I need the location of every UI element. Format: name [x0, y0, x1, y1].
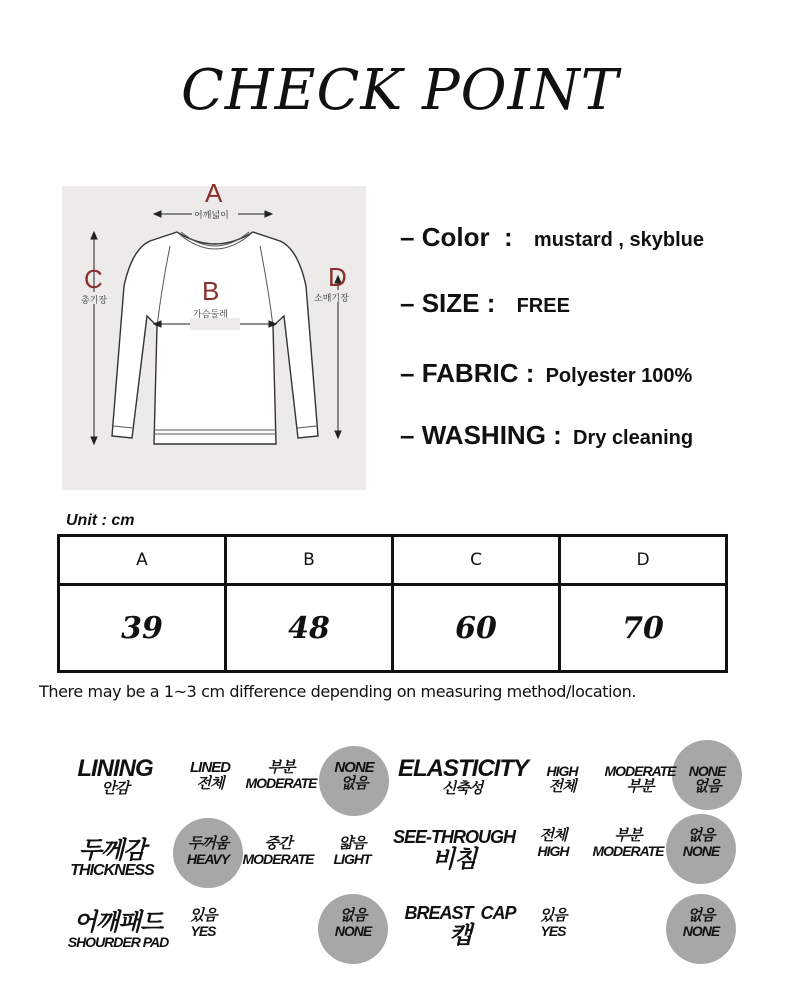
caption-shoulder-width: 어깨넓이 [194, 211, 229, 221]
option-primary: NONE [334, 759, 374, 776]
elasticity-subtitle: 신축성 [441, 780, 483, 798]
option-secondary: MODERATE [592, 842, 664, 859]
elasticity-title: ELASTICITY [398, 755, 529, 782]
table-header-cell: A [59, 536, 226, 585]
elasticity-heading [398, 755, 529, 798]
option-primary: 없음 [687, 827, 715, 844]
info-fabric: – FABRIC : Polyester 100% [400, 358, 693, 388]
thickness-heading [62, 838, 162, 880]
breastcap-option [530, 908, 576, 938]
thickness-title: 두께감 [78, 837, 146, 864]
table-header-cell: C [393, 536, 560, 585]
seethrough-subtitle: 비침 [431, 845, 477, 873]
info-color-value: mustard , skyblue [533, 229, 704, 251]
lining-option [180, 760, 240, 792]
option-secondary: NONE [682, 922, 720, 939]
elasticity-option [672, 764, 742, 794]
info-color: – Color : mustard , skyblue [400, 222, 704, 252]
table-header-row [59, 536, 727, 585]
option-secondary: 전체 [196, 774, 224, 792]
thickness-option [173, 836, 243, 866]
option-primary: 전체 [539, 827, 567, 844]
option-secondary: NONE [334, 922, 372, 939]
table-cell: 39 [59, 585, 226, 672]
option-primary: NONE [688, 763, 726, 779]
elasticity-option [600, 764, 680, 794]
seethrough-title: SEE-THROUGH [392, 827, 515, 847]
table-cell: 60 [393, 585, 560, 672]
info-size-value: FREE [516, 295, 570, 317]
info-washing: – WASHING : Dry cleaning [400, 420, 694, 450]
option-secondary: HIGH [537, 842, 569, 859]
info-washing-value: Dry cleaning [573, 427, 694, 449]
breastcap-title: BREAST CAP [404, 903, 516, 923]
info-washing-key: WASHING [421, 420, 546, 450]
option-primary: LINED [190, 759, 230, 776]
info-fabric-key: FABRIC [421, 358, 519, 388]
option-secondary: MODERATE [245, 774, 317, 791]
info-color-key: Color [421, 222, 490, 252]
lining-title: LINING [77, 755, 153, 782]
option-secondary: NONE [682, 842, 720, 859]
shoulderpad-title: 어깨패드 [73, 909, 163, 936]
breastcap-subtitle: 캡 [448, 921, 472, 949]
elasticity-option [534, 764, 590, 794]
lining-option [319, 760, 389, 792]
option-secondary: YES [190, 922, 216, 939]
shoulderpad-subtitle: SHOURDER PAD [67, 934, 169, 951]
thickness-option [322, 836, 382, 866]
option-secondary: 부분 [626, 777, 654, 795]
option-primary: HIGH [546, 763, 578, 779]
seethrough-heading [392, 828, 516, 872]
option-primary: 부분 [267, 759, 295, 776]
breastcap-option [666, 908, 736, 938]
table-header-cell: B [226, 536, 393, 585]
option-secondary: HEAVY [186, 850, 230, 867]
info-size-key: SIZE [421, 288, 480, 318]
option-primary: 부분 [614, 827, 642, 844]
caption-total-length: 총기장 [81, 296, 108, 306]
table-row [59, 585, 727, 672]
unit-label: Unit : cm [66, 512, 135, 529]
table-header-cell: D [560, 536, 727, 585]
caption-sleeve-length: 소매기장 [314, 294, 349, 304]
option-secondary: MODERATE [242, 850, 314, 867]
thickness-subtitle: THICKNESS [70, 862, 154, 880]
option-secondary: 없음 [693, 777, 721, 795]
option-secondary: LIGHT [333, 850, 371, 867]
table-cell: 70 [560, 585, 727, 672]
option-primary: 얇음 [338, 835, 366, 852]
seethrough-option [666, 828, 736, 858]
option-secondary: 전체 [548, 777, 576, 795]
thickness-option [240, 836, 316, 866]
shoulderpad-option [180, 908, 226, 938]
label-b: B [202, 276, 220, 306]
shoulderpad-option [318, 908, 388, 938]
option-primary: 중간 [264, 835, 292, 852]
label-c: C [84, 264, 103, 294]
garment-diagram [62, 178, 366, 490]
sweater-illustration [62, 186, 366, 490]
size-table [57, 534, 728, 673]
seethrough-option [590, 828, 666, 858]
measurement-note: There may be a 1~3 cm difference depending on measuring method/location. [39, 682, 637, 701]
lining-heading [70, 756, 160, 797]
label-d: D [328, 262, 347, 292]
option-secondary: 없음 [340, 774, 368, 792]
option-secondary: YES [540, 922, 566, 939]
shoulderpad-heading [62, 910, 174, 950]
option-primary: 두꺼움 [187, 835, 229, 852]
caption-chest: 가슴둘레 [193, 310, 228, 320]
seethrough-option [526, 828, 580, 858]
lining-option [238, 760, 324, 790]
page-title: CHECK POINT [180, 58, 620, 123]
option-primary: 없음 [339, 907, 367, 924]
table-cell: 48 [226, 585, 393, 672]
option-primary: 있음 [189, 907, 217, 924]
option-primary: MODERATE [604, 763, 676, 779]
info-size: – SIZE : FREE [400, 288, 570, 318]
info-fabric-value: Polyester 100% [545, 365, 693, 387]
breastcap-heading [398, 904, 522, 948]
option-primary: 있음 [539, 907, 567, 924]
lining-subtitle: 안감 [101, 780, 129, 798]
option-primary: 없음 [687, 907, 715, 924]
label-a: A [205, 178, 223, 208]
